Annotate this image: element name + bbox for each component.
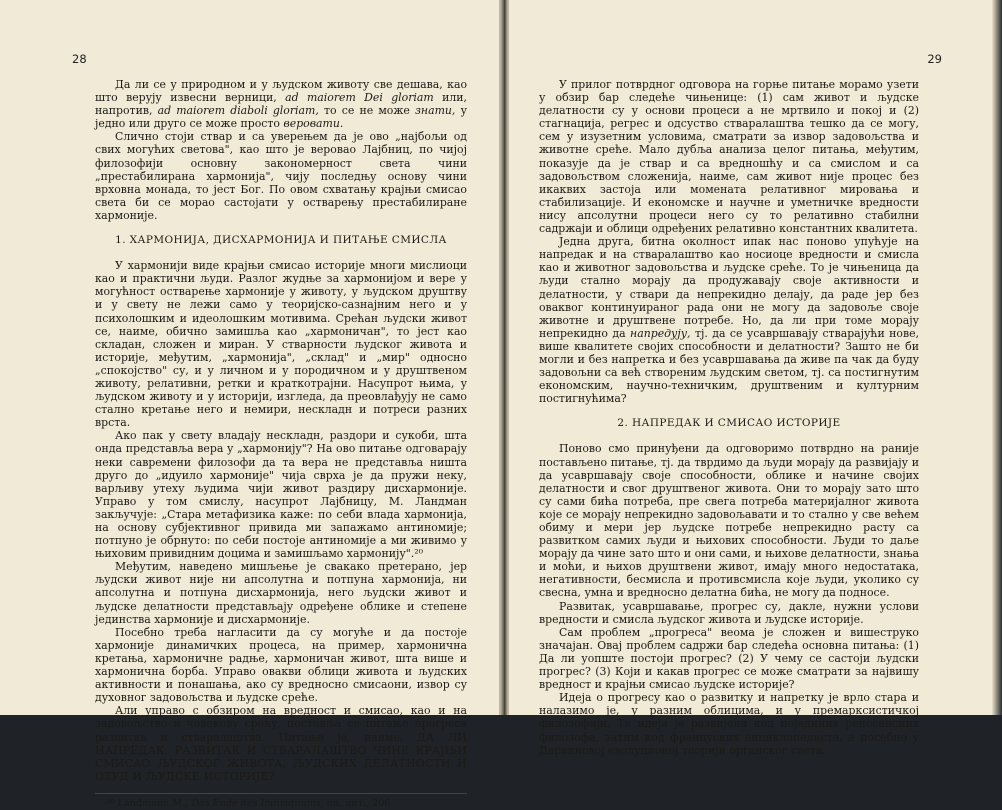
paragraph: Посебно треба нагласити да су могуће и да постоје хармоније динамичких процеса, на пример, хармонична кретања, хармоничне радње, хармоничан живот, шта више и хармонична борба. Управо овакви облици живота и људских активности и понашања, ако су вредносно смисаони, извор су духовног задовољства и људске среће. bbox=[95, 625, 467, 705]
paragraph: Развитак, усавршавање, прогрес су, дакле, нужни услови вредности и смисла људског живота и људске историје. bbox=[539, 599, 919, 626]
paragraph: Сам проблем „прогреса" веома је сложен и вишеструко значајан. Овај проблем садржи бар следећа основна питања: (1) Да ли уопште постоји прогрес? (2) У чему се састоји људски прогрес? (3) Који и какав прогрес се може сматрати за највишу вредност и крајњи смисао људске историје? bbox=[539, 625, 919, 692]
right-page-text bbox=[539, 78, 919, 757]
left-page-text bbox=[95, 78, 467, 810]
paragraph: Поново смо принуђени да одговоримо потврдно на раније постављено питање, тј. да тврдимо да људи морају да развијају и да усавршавају своје способности, облике и начине својих делатности и свог друштвеног живота. Они то морају зато што су сами бића потреба, пре свега потреба материјалног живота које се морају непрекидно задовољавати и то стално у све већем обиму и мери јер људске потребе непрекидно расту са развитком самих људи и њихових способности. Људи то даље морају да чине зато што и они сами, и њихове делатности, знања и моћи, и њихов друштвени живот, имају много недостатака, негативности, бесмисла и противсмисла које људи, уколико су свесна, умна и вредносно делатна бића, не могу да подносе. bbox=[539, 442, 919, 600]
section-heading: 2. НАПРЕДАК И СМИСАО ИСТОРИЈЕ bbox=[617, 417, 841, 430]
paragraph: Међутим, наведено мишљење је свакако претерано, јер људски живот није ни апсолутна и потпуна хармонија, ни апсолутна и потпуна дисхармонија, него људски живот и људске делатности представљају одређене облике и степене јединства хармоније и дисхармоније. bbox=[95, 560, 467, 626]
paragraph: Идеја о прогресу као о развитку и напретку је врло стара и налазимо је, у разним облицима, и у премарксистичкој филозофији. Та идеја је развијена код појединих ренесансних филозофа, затим код француских енциклопедиста, а посебно у Дарвиновој еволуционој теорији органског света. bbox=[539, 691, 919, 757]
paragraph: Ако пак у свету владају нескладн, раздори и сукоби, шта онда представља вера у „хармонију"? На ово питање одговарају неки савремени филозофи да та вера не представља ништа друго до „идуило хармоније" чија сврха је да пружи неку, варљиву утеху људима чији живот раздиру дисхармоније. Управо у том смислу, насупрот Лајбницу, М. Ландман закључује: „Стара метафизика каже: по себи влада хармонија, на основу субјективног привида ми запажамо антиномије; потпуно је обрнуто: по себи постоје антиномије а ми живимо у њиховим привидним доцима и замишљамо хармонију".²⁰ bbox=[95, 429, 467, 561]
page-number-right: 29 bbox=[927, 52, 942, 66]
paragraph: У хармонији виде крајњи смисао историје многи мислиоци као и практични људи. Разлог жудње за хармонијом и вере у могућност остварење хармоније у животу, у људском друштву и у свету не лежи само у теоријско-сазнајним него и у психолошким и идеолошким мотивима. Срећан људски живот се, наиме, обично замишља као „хармоничан", то јест као складан, сложен и миран. У стварности људског живота и историје, међутим, „хармонија", „склад" и „мир" односно „спокојство" су, и у личном и у породичном и у друштвеном животу, релативни, ретки и краткотрајни. Насупрот њима, у људском животу и у историји, изгледа, да преовлађују не само стално кретање него и немири, нескладн и потреси разних врста. bbox=[95, 259, 467, 430]
page-edge bbox=[992, 0, 1002, 715]
page-number-left: 28 bbox=[72, 52, 87, 66]
footnote: ²⁰ Landmann M., Das Ende des Individuums, оп. цит., 206. bbox=[95, 793, 467, 810]
section-heading: 1. ХАРМОНИЈА, ДИСХАРМОНИЈА И ПИТАЊЕ СМИСЛА bbox=[115, 234, 447, 247]
paragraph: У прилог потврдног одговора на горње питање морамо узети у обзир бар следеће чињенице: (1) сам живот и људске делатности су у основи процеси а не мртвило и покој и (2) стагнација, регрес и одсуство стваралаштва тешко да се могу, сем у изузетним условима, сматрати за извор задовољства и животне среће. Мало дубља анализа целог питања, међутим, показује да је ствар и са вредношћу и са смислом и са задовољством сложенија, наиме, сам живот није процес без икаквих застоја или момената релативног мировања и стабилизације. И економске и научне и уметничке вредности нису апсолутни процеси него су то релативно стабилни садржаји и облици одређених релативно константних квалитета. bbox=[539, 78, 919, 236]
right-page bbox=[508, 0, 1002, 757]
paragraph: Једна друга, битна околност ипак нас поново упућује на напредак и на стваралаштво као носиоце вредности и смисла као и животног задовољства и људске среће. То је чињеница да људи стално морају да продужавају своје активности и делатности, у ствари да непрекидно делају, да раде јер без оваквог континуираног рада они не могу да задовоље своје животне и друштвене потребе. Но, да ли при томе морају непрекидно да напредују, тј. да се усавршавају стварајући нове, више квалитете својих способности и делатности? Зашто не би могли и без напретка и без усавршавања да живе па чак да буду задовољни са већ створеним људским светом, тј. са постигнутим економским, научно-техничким, друштвеним и културним постигнућима? bbox=[539, 235, 919, 406]
paragraph: Слично стоји ствар и са уверењем да је ово „најбољи од свих могућих светова", као што је веровао Лајбниц, по чијој филозофији основну закономерност света чини „престабилирана хармонија", чију последњу основу чини врховна монада, то јест Бог. По овом схватању крајњи смисао света би се морао састојати у остварењу престабилиране хармоније. bbox=[95, 130, 467, 222]
paragraph: Да ли се у природном и у људском животу све дешава, као што верују извесни верници, ad maiorem Dei gloriam или, напротив, ad maiorem diaboli gloriam, то се не може знати, у једно или друго се може просто веровати. bbox=[95, 78, 468, 131]
left-page bbox=[0, 0, 500, 809]
book-gutter bbox=[500, 0, 508, 715]
paragraph: Али управо с обзиром на вредност и смисао, као и на задовољство и човекову срећу, поставља се питање прогреса развитка и стваралаштва. Питање је, наиме, ДА ЛИ НАПРЕДАК, РАЗВИТАК И СТВАРАЛАШТВО ЧИНЕ КРАЈЊИ СМИСАО ЉУДСКОГ ЖИВОТА, ЉУДСКИХ ДЕЛАТНОСТИ И ОТУД И ЉУДСКЕ ИСТОРИЈЕ? bbox=[95, 704, 467, 783]
